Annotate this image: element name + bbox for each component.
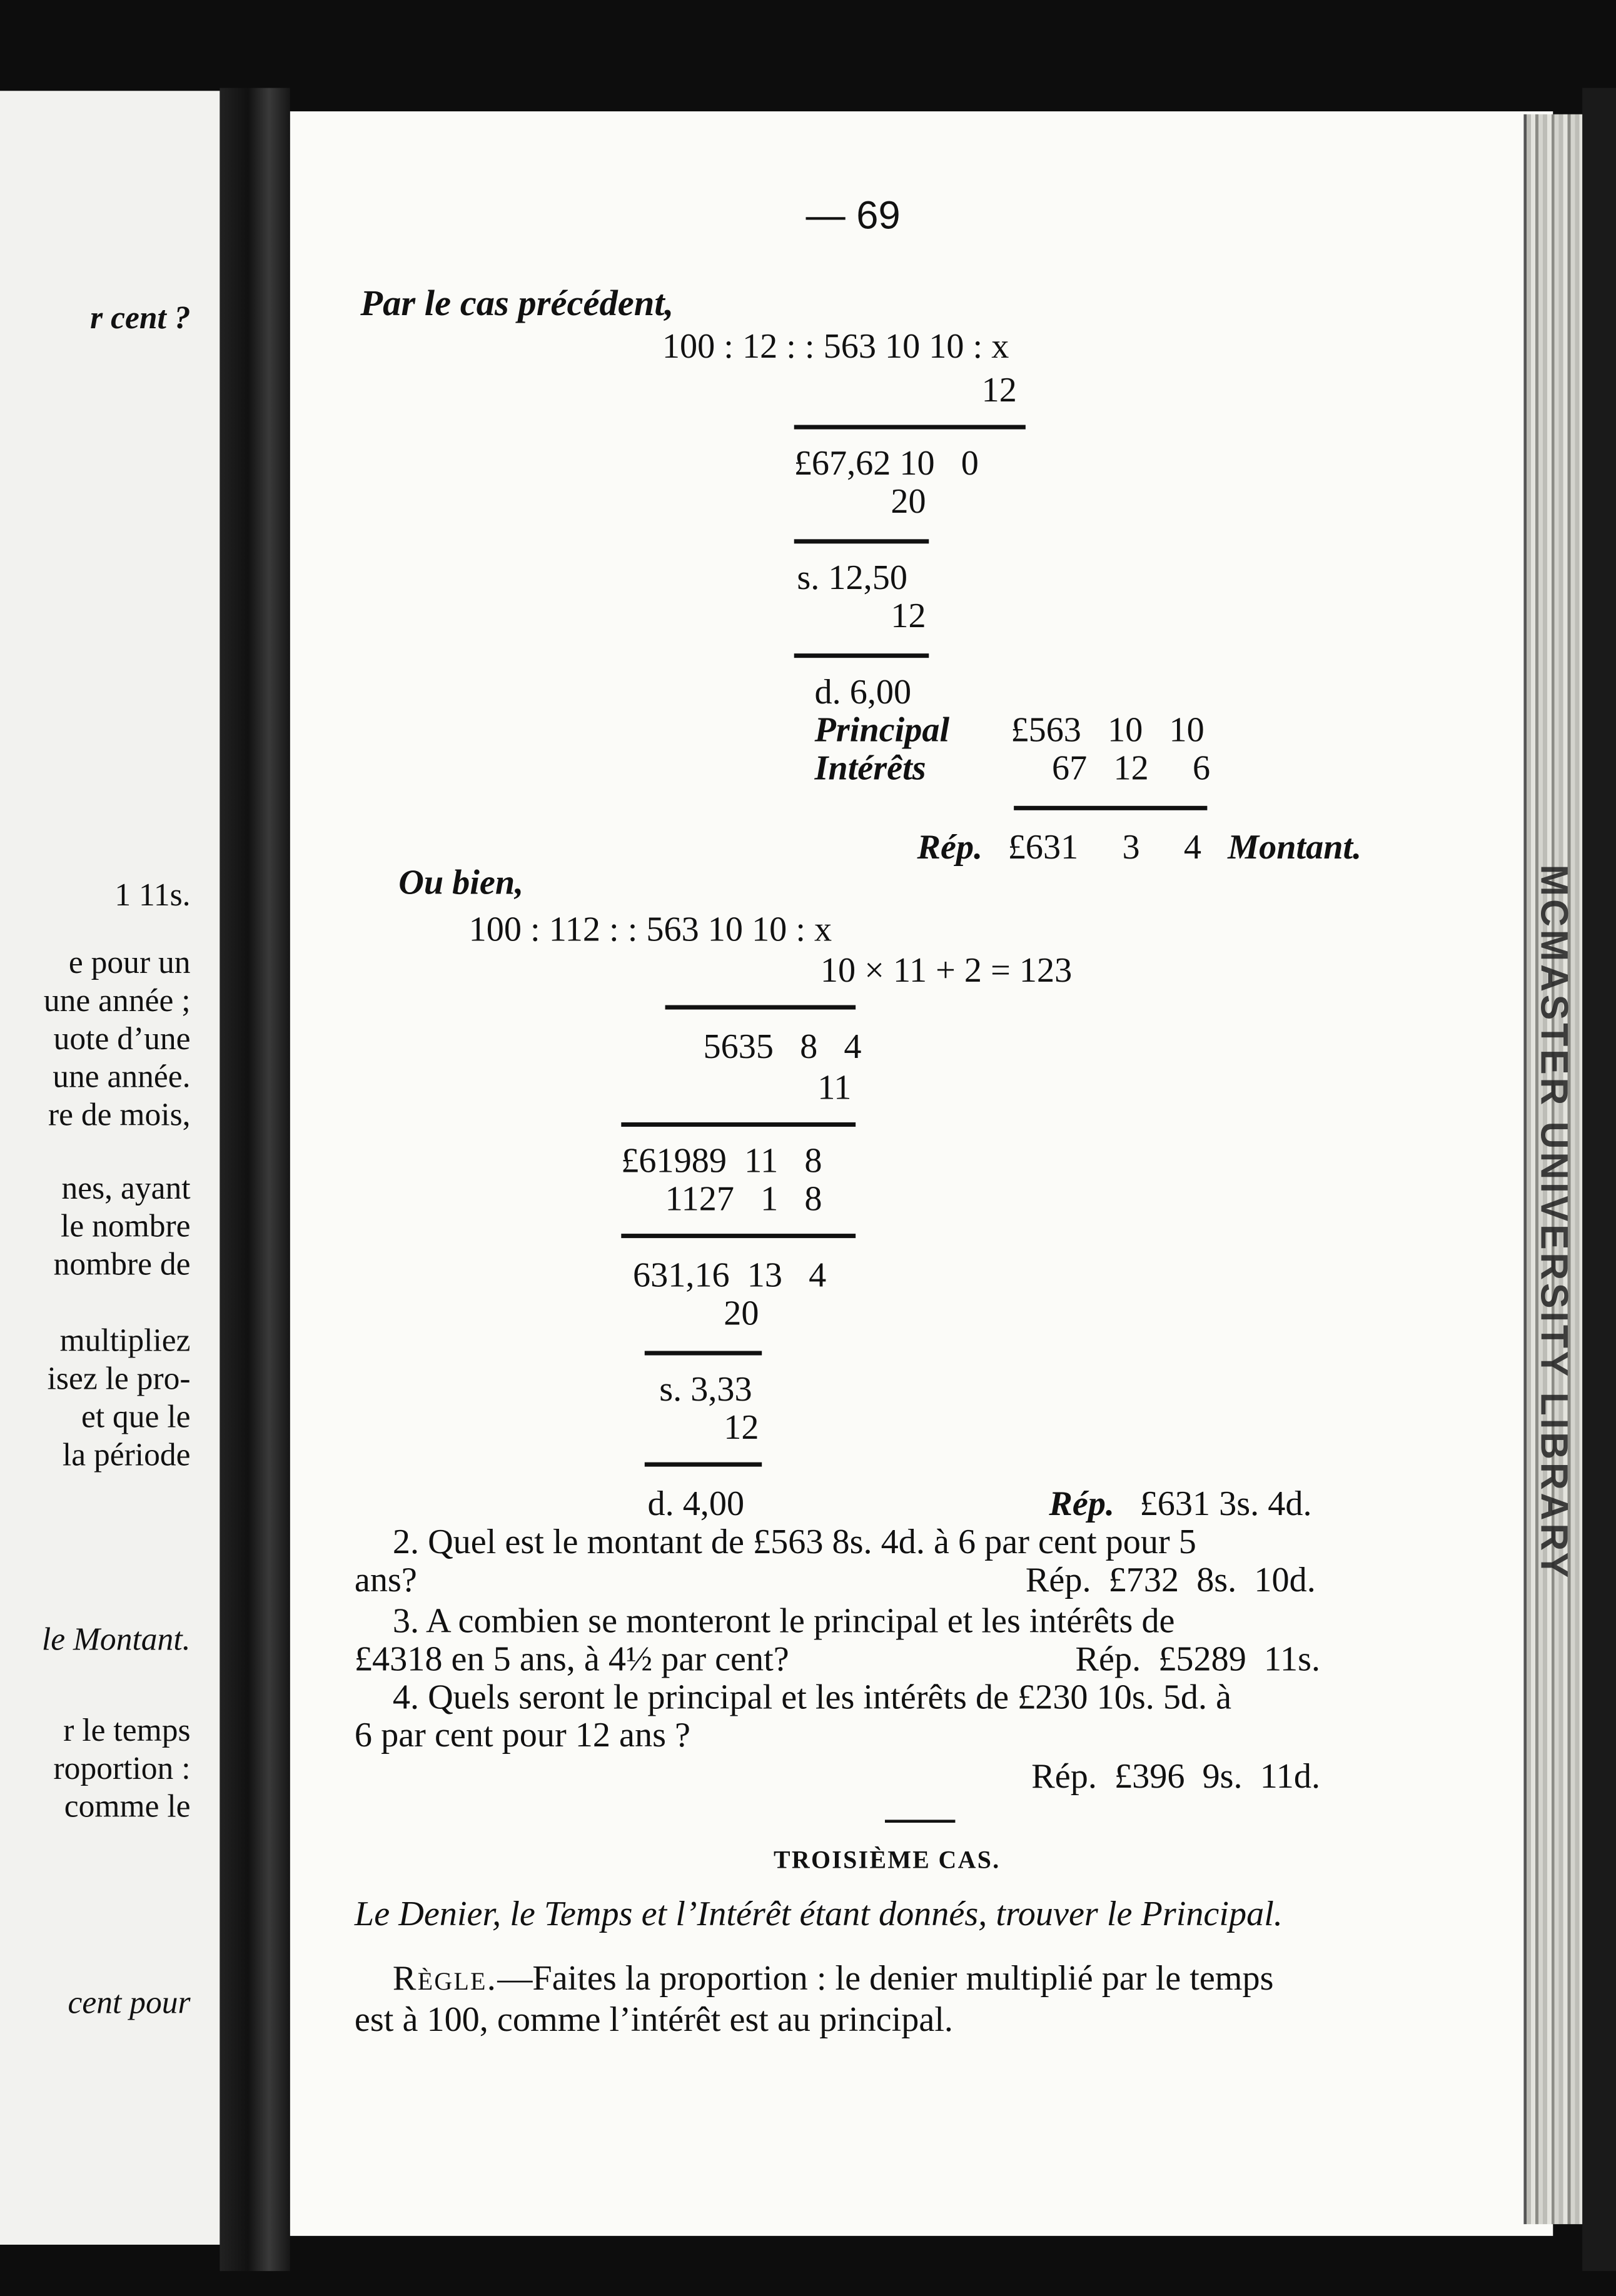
- left-line-15: le Montant.: [41, 1620, 191, 1658]
- left-line-1: r cent ?: [90, 299, 191, 336]
- section-subtitle: Le Denier, le Temps et l’Intérêt étant donnés, trouver le Principal.: [354, 1896, 1283, 1935]
- calc2-answer-value: £631 3s. 4d.: [1139, 1486, 1312, 1524]
- calc2-rule-2: [621, 1122, 856, 1127]
- calc1-rule-2: [794, 539, 929, 543]
- rule-label: Règle.: [392, 1960, 498, 1999]
- problem-4-line2: 6 par cent pour 12 ans ?: [354, 1717, 691, 1756]
- calc1-line2-multiplier: 12: [891, 598, 926, 636]
- calc1-rule-3: [794, 653, 929, 658]
- left-line-10: nombre de: [53, 1245, 191, 1282]
- calc2-row5: s. 3,33: [659, 1371, 752, 1410]
- rule-line1: [393, 1960, 1274, 2000]
- calc2-answer-label: Rép.: [1049, 1486, 1115, 1524]
- spine-library-stamp: MCMASTER UNIVERSITY LIBRARY: [1532, 864, 1577, 1581]
- left-line-16: r le temps: [63, 1711, 191, 1748]
- left-line-12: isez le pro-: [47, 1359, 191, 1397]
- calc2-rule-5: [645, 1463, 762, 1467]
- principal-value: £563 10 10: [1011, 712, 1204, 750]
- problem-3-answer: Rép. £5289 11s.: [1075, 1641, 1321, 1679]
- left-line-5: uote d’une: [53, 1019, 191, 1057]
- calc1-line3: d. 6,00: [814, 673, 912, 712]
- problem-2-answer: Rép. £732 8s. 10d.: [1025, 1561, 1316, 1600]
- left-line-17: roportion :: [53, 1749, 191, 1786]
- left-line-3: e pour un: [68, 944, 191, 980]
- left-facing-page: [0, 91, 220, 2245]
- ou-bien: Ou bien,: [398, 864, 524, 903]
- calc1-rule-1: [794, 425, 1026, 430]
- rule-line2: est à 100, comme l’intérêt est au principal.: [354, 2001, 953, 2040]
- calc2-formula: 10 × 11 + 2 = 123: [820, 952, 1073, 991]
- calc2-row6: d. 4,00: [647, 1486, 745, 1524]
- problem-3-line2: £4318 en 5 ans, à 4½ par cent?: [354, 1641, 789, 1679]
- page-number: — 69: [805, 193, 901, 238]
- calc2-row4-multiplier: 20: [724, 1295, 759, 1334]
- calc2-rule-4: [645, 1351, 762, 1356]
- problem-2-line1: 2. Quel est le montant de £563 8s. 4d. à 6 par cent pour 5: [392, 1524, 1196, 1562]
- main-page: [290, 111, 1553, 2236]
- left-line-11: multipliez: [59, 1321, 191, 1359]
- problem-4-answer: Rép. £396 9s. 11d.: [1031, 1758, 1321, 1796]
- calc2-row1-multiplier: 11: [817, 1069, 852, 1108]
- calc1-rep-label: Rép.: [917, 829, 983, 868]
- rule-text-1: —Faites la proportion : le denier multiplié par le temps: [497, 1960, 1274, 1999]
- interets-label: Intérêts: [814, 750, 926, 788]
- left-line-8: nes, ayant: [61, 1169, 191, 1206]
- left-line-14: la période: [62, 1436, 191, 1473]
- left-line-6: une année.: [53, 1057, 191, 1095]
- left-line-19: cent pour: [68, 1983, 191, 2021]
- scan-border: [1582, 88, 1616, 2272]
- calc2-proportion: 100 : 112 : : 563 10 10 : x: [468, 911, 832, 950]
- calc2-row4: 631,16 13 4: [633, 1257, 827, 1296]
- calc2-row5-multiplier: 12: [724, 1409, 759, 1448]
- left-line-13: et que le: [81, 1397, 191, 1435]
- problem-3-line1: 3. A combien se monteront le principal et les intérêts de: [392, 1603, 1175, 1641]
- case-heading: Par le cas précédent,: [360, 284, 674, 324]
- calc2-row3: 1127 1 8: [665, 1181, 822, 1219]
- calc1-line1-multiplier: 20: [891, 483, 926, 522]
- problem-2-line2: ans?: [354, 1561, 417, 1600]
- calc1-multiplier: 12: [981, 372, 1017, 411]
- section-title: TROISIÈME CAS.: [773, 1846, 1001, 1875]
- left-line-4: une année ;: [43, 982, 191, 1019]
- calc2-row2: £61989 11 8: [621, 1142, 822, 1181]
- calc1-rep-value: £631 3 4: [1007, 829, 1202, 868]
- calc1-proportion: 100 : 12 : : 563 10 10 : x: [662, 328, 1009, 366]
- calc1-rule-4: [1014, 806, 1207, 810]
- problem-4-line1: 4. Quels seront le principal et les intérêts de £230 10s. 5d. à: [392, 1679, 1232, 1718]
- left-line-9: le nombre: [61, 1207, 191, 1244]
- calc1-montant: Montant.: [1228, 829, 1362, 868]
- calc2-rule-1: [665, 1005, 856, 1010]
- left-line-2: 1 11s.: [114, 876, 191, 913]
- principal-label: Principal: [814, 712, 950, 750]
- book-gutter: [220, 88, 290, 2272]
- left-line-18: comme le: [64, 1787, 191, 1825]
- interets-value: 67 12 6: [1052, 750, 1211, 788]
- calc1-line1: £67,62 10 0: [794, 445, 979, 484]
- section-divider: [885, 1820, 955, 1823]
- left-line-7: re de mois,: [48, 1095, 191, 1133]
- calc1-line2: s. 12,50: [797, 560, 907, 598]
- calc2-rule-3: [621, 1234, 856, 1238]
- calc2-row1: 5635 8 4: [703, 1028, 862, 1067]
